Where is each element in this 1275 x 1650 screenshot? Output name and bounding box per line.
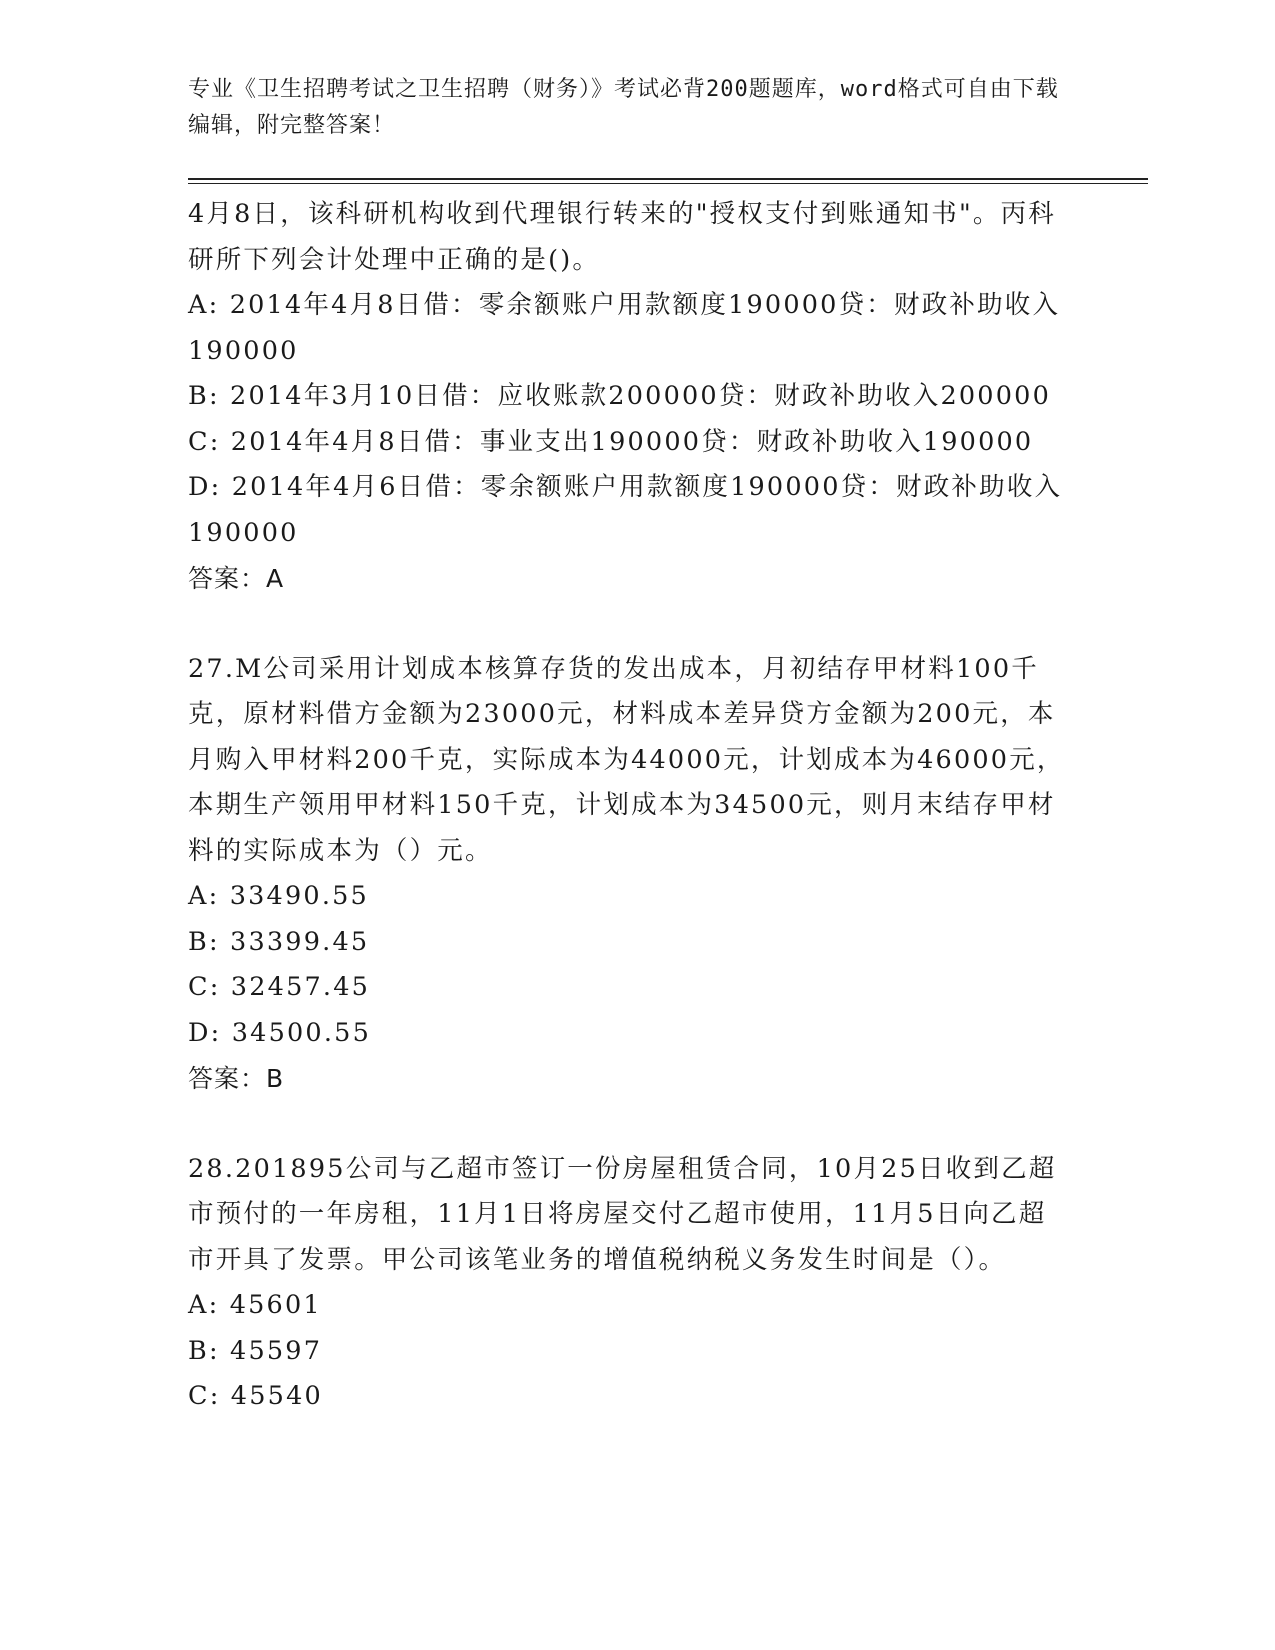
option-c: C: 2014年4月8日借：事业支出190000贷：财政补助收入190000 [188,426,1034,457]
answer: 答案：A [188,564,285,593]
spacer [188,602,1068,647]
question-27 [188,647,1068,1102]
option-d: D: 34500.55 [188,1017,372,1048]
question-stem: 4月8日，该科研机构收到代理银行转来的"授权支付到账通知书"。丙科研所下列会计处理中正确的是()。 [188,199,1057,275]
document-body [188,192,1068,1420]
header-rule-thin [188,183,1148,184]
spacer [188,1102,1068,1147]
question-stem: 28.201895公司与乙超市签订一份房屋租赁合同，10月25日收到乙超市预付的一年房租，11月1日将房屋交付乙超市使用，11月5日向乙超市开具了发票。甲公司该笔业务的增值税纳税义务发生时间是（）。 [188,1153,1057,1275]
question-28 [188,1147,1068,1420]
option-c: C: 32457.45 [188,972,371,1002]
option-b: B: 2014年3月10日借：应收账款200000贷：财政补助收入200000 [188,381,1051,411]
option-b: B: 33399.45 [188,926,370,957]
question-stem: 27.M公司采用计划成本核算存货的发出成本，月初结存甲材料100千克，原材料借方金额为23000元，材料成本差异贷方金额为200元，本月购入甲材料200千克，实际成本为44000元，计划成本为46000元，本期生产领用甲材料150千克，计划成本为34500元，则月末结存甲材料的实际成本为（）元。 [188,653,1065,866]
option-a: A: 2014年4月8日借：零余额账户用款额度190000贷：财政补助收入190000 [188,290,1061,366]
option-d: D: 2014年4月6日借：零余额账户用款额度190000贷：财政补助收入190000 [188,472,1063,548]
question-26 [188,192,1068,602]
answer: 答案：B [188,1064,285,1093]
option-a: A: 45601 [188,1290,322,1320]
document-page [188,0,1148,1420]
option-a: A: 33490.55 [188,881,369,911]
option-c: C: 45540 [188,1381,323,1411]
document-header: 专业《卫生招聘考试之卫生招聘（财务）》考试必背200题题库，word格式可自由下载编辑，附完整答案！ [188,77,1059,138]
option-b: B: 45597 [188,1335,323,1366]
header-rule-thick [188,178,1148,180]
